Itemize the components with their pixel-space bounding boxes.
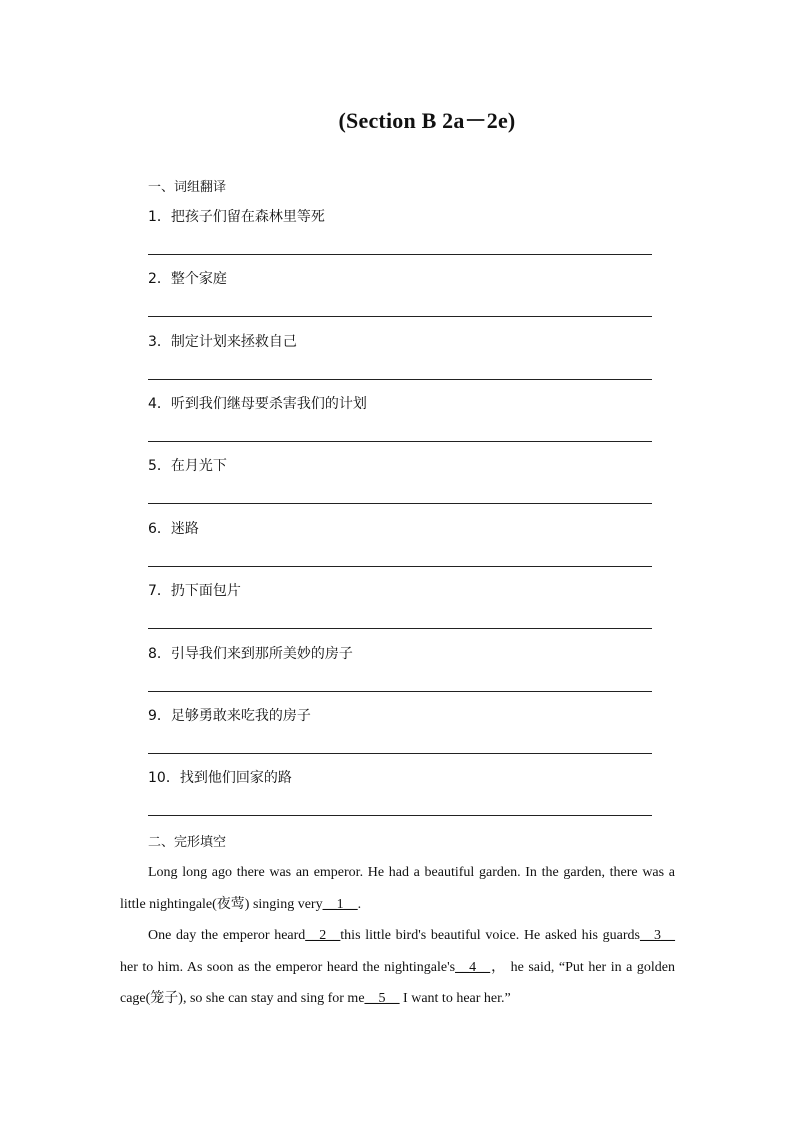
- passage-text: her to him. As soon as the emperor heard the nightingale's: [120, 959, 456, 975]
- answer-line-4[interactable]: [148, 441, 652, 442]
- answer-line-7[interactable]: [148, 628, 652, 629]
- question-item-2: 2．整个家庭: [148, 271, 227, 287]
- question-item-8: 8．引导我们来到那所美妙的房子: [148, 646, 353, 662]
- answer-line-1[interactable]: [148, 254, 652, 255]
- page-title: (Section B 2a－2e): [338, 108, 516, 133]
- blank-5[interactable]: __5__: [364, 991, 400, 1006]
- question-item-4: 4．听到我们继母要杀害我们的计划: [148, 396, 367, 412]
- question-item-5: 5．在月光下: [148, 458, 227, 474]
- passage-text: this little bird's beautiful voice. He asked his guards: [340, 928, 640, 943]
- passage-paragraph-2: [120, 920, 675, 1015]
- answer-line-10[interactable]: [148, 815, 652, 816]
- blank-1[interactable]: __1__: [322, 896, 358, 912]
- answer-line-6[interactable]: [148, 566, 652, 567]
- section-heading-cloze: 二、完形填空: [148, 835, 227, 850]
- answer-line-2[interactable]: [148, 316, 652, 317]
- cloze-passage: [120, 857, 675, 1015]
- passage-text: I want to hear her.”: [403, 991, 511, 1006]
- blank-3[interactable]: __3__: [640, 928, 675, 943]
- passage-text: ， he said, “Put her in a golden cage(笼子), so she can stay and sing for me: [120, 959, 675, 1006]
- answer-line-5[interactable]: [148, 503, 652, 504]
- question-item-6: 6．迷路: [148, 521, 199, 537]
- answer-line-3[interactable]: [148, 379, 652, 380]
- question-item-1: 1．把孩子们留在森林里等死: [148, 209, 325, 225]
- answer-line-9[interactable]: [148, 753, 652, 754]
- passage-text: .: [357, 896, 362, 912]
- section-heading-phrase-translation: 一、词组翻译: [148, 180, 227, 195]
- passage-text: Long long ago there was an emperor. He had a beautiful garden. In the garden, there was a little nightingale(夜莺) singing very: [120, 865, 675, 912]
- passage-text: One day the emperor heard: [148, 928, 306, 943]
- question-item-7: 7．扔下面包片: [148, 583, 241, 599]
- passage-paragraph-1: [120, 857, 675, 920]
- blank-2[interactable]: __2__: [305, 928, 341, 943]
- blank-4[interactable]: __4__: [455, 959, 491, 975]
- question-item-3: 3．制定计划来拯救自己: [148, 334, 297, 350]
- answer-line-8[interactable]: [148, 691, 652, 692]
- question-item-10: 10．找到他们回家的路: [148, 770, 292, 786]
- question-item-9: 9．足够勇敢来吃我的房子: [148, 708, 311, 724]
